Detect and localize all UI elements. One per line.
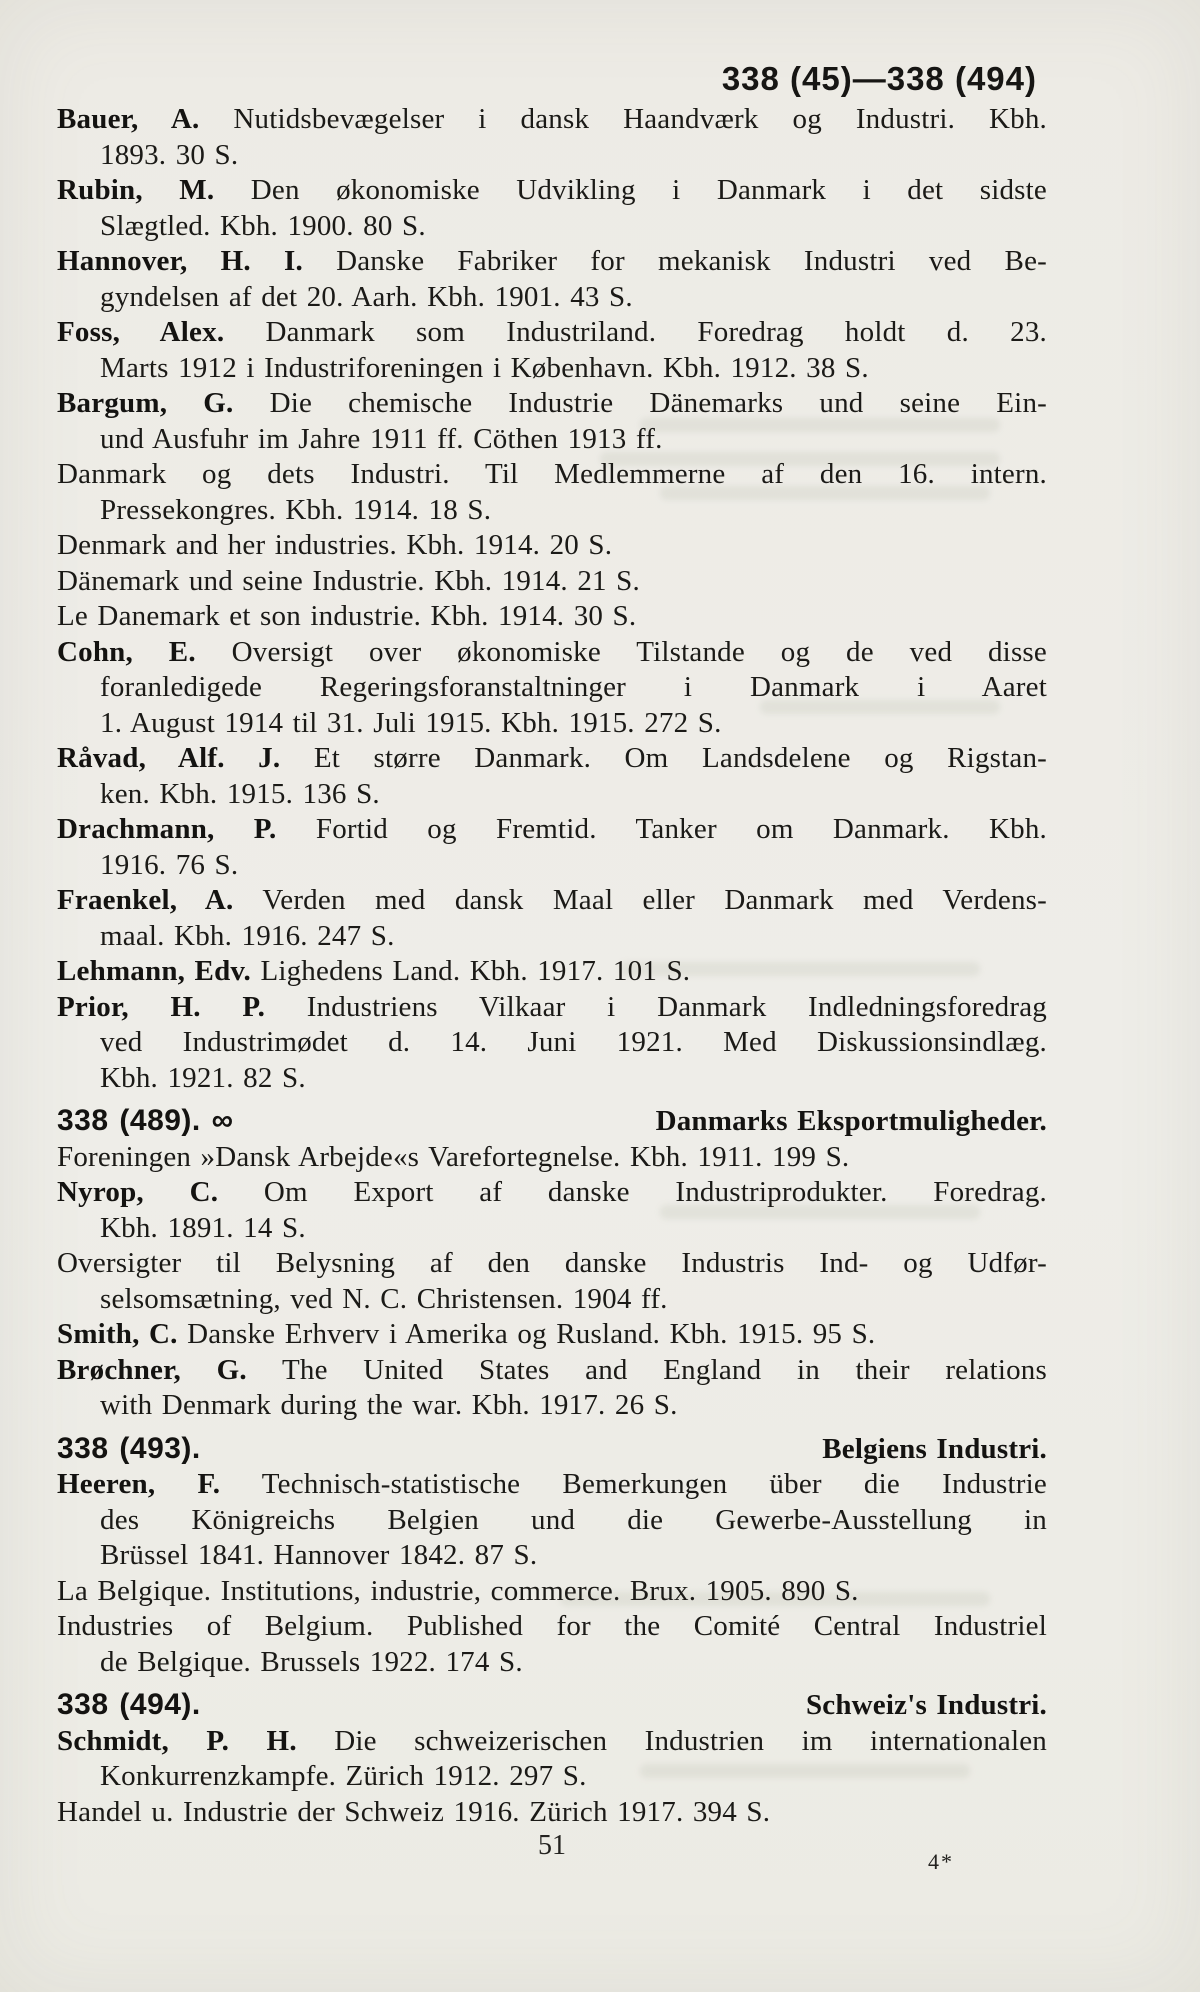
entry-text: Fortid og Fremtid. Tanker om Danmark. Kbh.	[315, 813, 1047, 845]
entry-author: Brøchner, G.	[57, 1353, 247, 1386]
entry-text: maal. Kbh. 1916. 247 S.	[100, 919, 395, 952]
entry-line	[57, 528, 1047, 564]
entry-text: Technisch-statistische Bemerkungen über die Industrie	[261, 1468, 1047, 1500]
entry-author: Smith, C.	[57, 1318, 178, 1350]
entry-text: Marts 1912 i Industriforeningen i København. Kbh. 1912. 38 S.	[100, 351, 869, 384]
entry-text: Konkurrenzkampfe. Zürich 1912. 297 S.	[100, 1760, 587, 1792]
entry-line	[100, 670, 1047, 706]
entry-text: Dänemark und seine Industrie. Kbh. 1914. 21 S.	[57, 564, 640, 597]
entry-line	[100, 1538, 1047, 1574]
entry-line	[100, 777, 1047, 813]
entry-line	[100, 706, 1047, 742]
bib-entry	[57, 173, 1047, 244]
entry-text: ken. Kbh. 1915. 136 S.	[100, 777, 380, 810]
bib-entry	[57, 883, 1047, 954]
entry-text: Verden med dansk Maal eller Danmark med Verdens-	[262, 884, 1047, 916]
bib-entry	[57, 599, 1047, 635]
section-heading	[57, 1687, 1047, 1724]
entry-line	[100, 422, 1047, 458]
entry-line	[100, 1061, 1047, 1097]
entry-line	[57, 457, 1047, 493]
entry-text: Oversigter til Belysning af den danske Industris Ind- og Udfør-	[57, 1247, 1047, 1279]
entry-text: selsomsætning, ved N. C. Christensen. 1904 ff.	[100, 1282, 668, 1315]
bib-entry	[57, 1175, 1047, 1246]
entry-text: foranledigede Regeringsforanstaltninger i Danmark i Aaret	[100, 671, 1047, 703]
entry-line	[100, 209, 1047, 245]
entry-text: Kbh. 1891. 14 S.	[100, 1211, 306, 1244]
entry-line	[100, 138, 1047, 174]
bib-entry	[57, 1246, 1047, 1317]
section-number: 338 (489). ∞	[57, 1104, 234, 1137]
entry-text: Danske Erhverv i Amerika og Rusland. Kbh. 1915. 95 S.	[187, 1318, 876, 1350]
section-number: 338 (494).	[57, 1688, 201, 1721]
entry-author: Råvad, Alf. J.	[57, 742, 281, 774]
text-block	[57, 60, 1047, 1830]
bib-entry	[57, 1609, 1047, 1680]
entry-author: Hannover, H. I.	[57, 245, 303, 277]
entry-text: La Belgique. Institutions, industrie, commerce. Brux. 1905. 890 S.	[57, 1574, 859, 1607]
entry-line	[57, 102, 1047, 138]
entry-text: Danmark som Industriland. Foredrag holdt d. 23.	[265, 316, 1047, 348]
entry-line	[100, 280, 1047, 316]
entry-line	[57, 635, 1047, 671]
bib-entry	[57, 812, 1047, 883]
entry-text: Lighedens Land. Kbh. 1917. 101 S.	[260, 955, 691, 987]
entry-line	[57, 173, 1047, 209]
entry-text: Le Danemark et son industrie. Kbh. 1914. 30 S.	[57, 600, 637, 632]
entry-line	[100, 493, 1047, 529]
bib-entry	[57, 386, 1047, 457]
entry-author: Lehmann, Edv.	[57, 955, 251, 987]
entry-line	[100, 1025, 1047, 1061]
entry-line	[100, 848, 1047, 884]
entry-text: Danmark og dets Industri. Til Medlemmerne af den 16. intern.	[57, 458, 1047, 490]
entry-line	[57, 1317, 1047, 1353]
entry-line	[100, 1211, 1047, 1247]
entry-line	[100, 1282, 1047, 1318]
entry-text: und Ausfuhr im Jahre 1911 ff. Cöthen 1913 ff.	[100, 422, 663, 455]
entry-text: gyndelsen af det 20. Aarh. Kbh. 1901. 43 S.	[100, 280, 633, 313]
entry-author: Bauer, A.	[57, 103, 200, 135]
entry-text: 1. August 1914 til 31. Juli 1915. Kbh. 1915. 272 S.	[100, 706, 722, 739]
entry-text: Die schweizerischen Industrien im internationalen	[334, 1724, 1047, 1757]
entry-line	[57, 564, 1047, 600]
entry-text: Den økonomiske Udvikling i Danmark i det sidste	[250, 174, 1047, 206]
bib-entry	[57, 1353, 1047, 1424]
entry-line	[57, 954, 1047, 990]
section-heading	[57, 1431, 1047, 1468]
entry-line	[57, 1724, 1047, 1760]
entry-line	[57, 741, 1047, 777]
entry-text: Om Export af danske Industriprodukter. Foredrag.	[263, 1176, 1047, 1208]
bib-entry	[57, 1467, 1047, 1574]
entry-line	[57, 1795, 1047, 1831]
entry-line	[100, 1503, 1047, 1539]
section-title: Belgiens Industri.	[822, 1432, 1047, 1465]
bib-entry	[57, 102, 1047, 173]
entry-text: Foreningen »Dansk Arbejde«s Varefortegnelse. Kbh. 1911. 199 S.	[57, 1140, 850, 1173]
entry-author: Fraenkel, A.	[57, 884, 234, 916]
entry-line	[57, 1467, 1047, 1503]
entry-line	[57, 883, 1047, 919]
entry-text: Industries of Belgium. Published for the Comité Central Industriel	[57, 1610, 1047, 1642]
entry-text: Oversigt over økonomiske Tilstande og de ved disse	[231, 635, 1047, 668]
bib-entry	[57, 457, 1047, 528]
bib-entry	[57, 1574, 1047, 1610]
entry-text: 1916. 76 S.	[100, 848, 239, 881]
entry-line	[57, 1574, 1047, 1610]
entry-line	[57, 315, 1047, 351]
entry-author: Foss, Alex.	[57, 316, 225, 348]
section-title: Danmarks Eksportmuligheder.	[655, 1105, 1047, 1137]
entry-line	[57, 1140, 1047, 1176]
entry-author: Cohn, E.	[57, 635, 196, 668]
entry-line	[57, 1353, 1047, 1389]
bib-entry	[57, 564, 1047, 600]
bib-entry	[57, 954, 1047, 990]
entry-text: des Königreichs Belgien und die Gewerbe-Ausstellung in	[100, 1503, 1047, 1536]
bib-entry	[57, 244, 1047, 315]
entry-line	[100, 1645, 1047, 1681]
entry-line	[57, 599, 1047, 635]
bib-entry	[57, 1140, 1047, 1176]
entry-author: Rubin, M.	[57, 174, 215, 206]
page-number: 51	[538, 1830, 566, 1861]
entry-author: Nyrop, C.	[57, 1176, 219, 1208]
entry-text: Pressekongres. Kbh. 1914. 18 S.	[100, 493, 492, 526]
entry-text: Danske Fabriker for mekanisk Industri ved Be-	[336, 245, 1047, 277]
bib-entry	[57, 741, 1047, 812]
section-title: Schweiz's Industri.	[805, 1689, 1047, 1721]
entry-text: ved Industrimødet d. 14. Juni 1921. Med Diskussionsindlæg.	[100, 1026, 1047, 1058]
entry-author: Bargum, G.	[57, 387, 234, 419]
entry-text: 1893. 30 S.	[100, 138, 239, 171]
bibliography	[57, 102, 1047, 1830]
entry-text: Slægtled. Kbh. 1900. 80 S.	[100, 209, 426, 242]
entry-line	[57, 990, 1047, 1026]
entry-author: Schmidt, P. H.	[57, 1724, 297, 1757]
entry-line	[57, 386, 1047, 422]
bib-entry	[57, 1317, 1047, 1353]
entry-line	[57, 812, 1047, 848]
section-number: 338 (493).	[57, 1431, 201, 1465]
entry-line	[100, 351, 1047, 387]
entry-line	[57, 1246, 1047, 1282]
entry-author: Prior, H. P.	[57, 990, 266, 1023]
entry-text: with Denmark during the war. Kbh. 1917. 26 S.	[100, 1389, 678, 1421]
entry-text: Industriens Vilkaar i Danmark Indledningsforedrag	[306, 990, 1047, 1023]
entry-line	[57, 244, 1047, 280]
entry-text: Brüssel 1841. Hannover 1842. 87 S.	[100, 1539, 538, 1571]
running-header: 338 (45)—338 (494)	[721, 60, 1037, 97]
entry-text: Handel u. Industrie der Schweiz 1916. Zürich 1917. 394 S.	[57, 1795, 771, 1828]
entry-text: Die chemische Industrie Dänemarks und seine Ein-	[269, 387, 1047, 419]
section-heading	[57, 1103, 1047, 1140]
entry-text: Et større Danmark. Om Landsdelene og Rigstan-	[313, 742, 1048, 774]
entry-text: The United States and England in their relations	[281, 1353, 1047, 1386]
entry-text: de Belgique. Brussels 1922. 174 S.	[100, 1645, 523, 1678]
bib-entry	[57, 635, 1047, 742]
entry-author: Drachmann, P.	[57, 813, 277, 845]
entry-line	[100, 919, 1047, 955]
entry-author: Heeren, F.	[57, 1468, 221, 1500]
bib-entry	[57, 1724, 1047, 1795]
entry-text: Nutidsbevægelser i dansk Haandværk og Industri. Kbh.	[233, 103, 1048, 135]
signature-mark: 4*	[928, 1849, 954, 1874]
entry-line	[100, 1388, 1047, 1424]
entry-line	[57, 1175, 1047, 1211]
bib-entry	[57, 1795, 1047, 1831]
entry-text: Denmark and her industries. Kbh. 1914. 20 S.	[57, 529, 613, 561]
entry-line	[57, 1609, 1047, 1645]
bib-entry	[57, 315, 1047, 386]
entry-line	[100, 1759, 1047, 1795]
bib-entry	[57, 528, 1047, 564]
bib-entry	[57, 990, 1047, 1097]
entry-text: Kbh. 1921. 82 S.	[100, 1061, 306, 1094]
